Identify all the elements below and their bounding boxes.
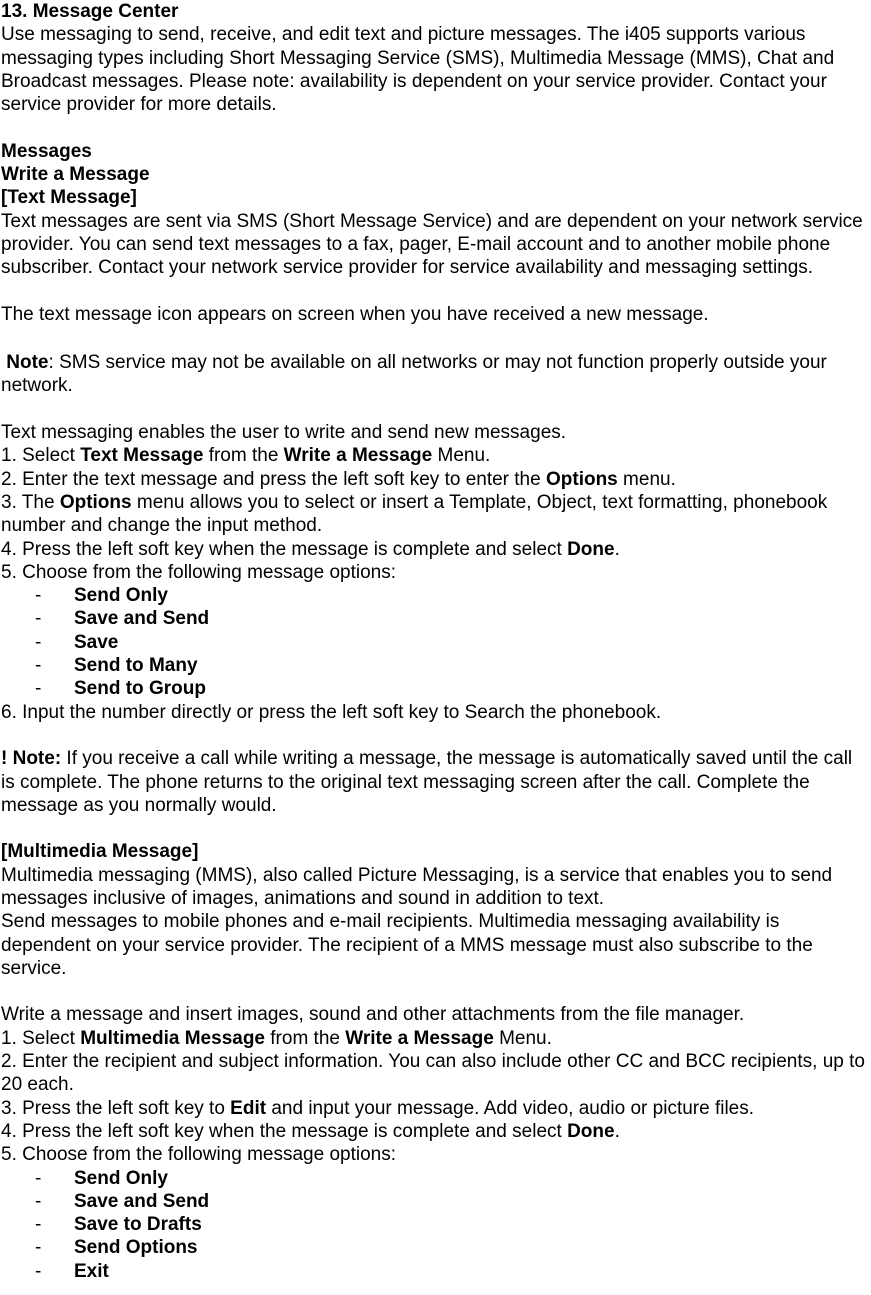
option-item: - Save (35, 631, 119, 653)
step-6: 6. Input the number directly or press the left soft key to Search the phonebook. (1, 701, 662, 723)
mms-step-3: 3. Press the left soft key to Edit and input your message. Add video, audio or picture files. (1, 1097, 755, 1119)
spacer (1, 326, 871, 351)
mms-option-item: - Exit (35, 1260, 109, 1282)
spacer (1, 724, 871, 747)
mms-option-item: - Save and Send (35, 1190, 210, 1212)
section-intro: Use messaging to send, receive, and edit text and picture messages. The i405 supports various messaging types including Short Messaging Service (SMS), Multimedia Message (MMS), Chat and Broadcast messages. Please note: availability is dependent on your service provider. Contact your service provider for more details. (1, 24, 835, 116)
mms-write: Write a message and insert images, sound and other attachments from the file manager. (1, 1004, 745, 1026)
step-3: 3. The Options menu allows you to select or insert a Template, Object, text formatting, phonebook number and change the input method. (1, 491, 828, 537)
spacer (1, 980, 871, 1003)
sms-note: Note: SMS service may not be available on all networks or may not function properly outside your network. (1, 352, 827, 397)
option-item: - Send to Many (35, 655, 198, 677)
step-4: 4. Press the left soft key when the message is complete and select Done. (1, 538, 620, 560)
mms-step-5: 5. Choose from the following message options: (1, 1144, 396, 1166)
mms-step-1: 1. Select Multimedia Message from the Write a Message Menu. (1, 1027, 552, 1049)
mms-heading: [Multimedia Message] (1, 841, 199, 863)
call-note: ! Note: If you receive a call while writing a message, the message is automatically saved until the call is complete. The phone returns to the original text messaging screen after the call. Complete the message as you normally would. (1, 748, 853, 816)
spacer (1, 398, 871, 421)
mms-desc-1: Multimedia messaging (MMS), also called Picture Messaging, is a service that enables you to send messages inclusive of images, animations and sound in addition to text. (1, 864, 833, 909)
option-item: - Save and Send (35, 608, 210, 630)
option-item: - Send Only (35, 585, 168, 607)
step-5: 5. Choose from the following message options: (1, 561, 396, 583)
icon-note: The text message icon appears on screen when you have received a new message. (1, 303, 709, 325)
section-title: 13. Message Center (1, 1, 179, 22)
enables-text: Text messaging enables the user to write and send new messages. (1, 422, 567, 444)
text-message-desc: Text messages are sent via SMS (Short Message Service) and are dependent on your network service provider. You can send text messages to a fax, pager, E-mail account and to another mobile phone subscriber. Contact your network service provider for service availability and messaging settings. (1, 210, 863, 279)
text-message-heading: [Text Message] (1, 187, 137, 209)
step-1: 1. Select Text Message from the Write a Message Menu. (1, 445, 491, 467)
mms-step-2: 2. Enter the recipient and subject information. You can also include other CC and BCC recipients, up to 20 each. (1, 1051, 865, 1096)
spacer (1, 116, 871, 139)
spacer (1, 280, 871, 303)
mms-option-item: - Save to Drafts (35, 1214, 202, 1236)
messages-heading: Messages (1, 140, 92, 162)
option-item: - Send to Group (35, 678, 206, 700)
mms-step-4: 4. Press the left soft key when the message is complete and select Done. (1, 1120, 620, 1142)
spacer (1, 817, 871, 840)
mms-option-item: - Send Only (35, 1167, 168, 1189)
mms-desc-2: Send messages to mobile phones and e-mail recipients. Multimedia messaging availability is dependent on your service provider. The recipient of a MMS message must also subscribe to the service. (1, 911, 813, 979)
mms-option-item: - Send Options (35, 1237, 198, 1259)
write-message-heading: Write a Message (1, 164, 150, 186)
step-2: 2. Enter the text message and press the left soft key to enter the Options menu. (1, 468, 676, 490)
